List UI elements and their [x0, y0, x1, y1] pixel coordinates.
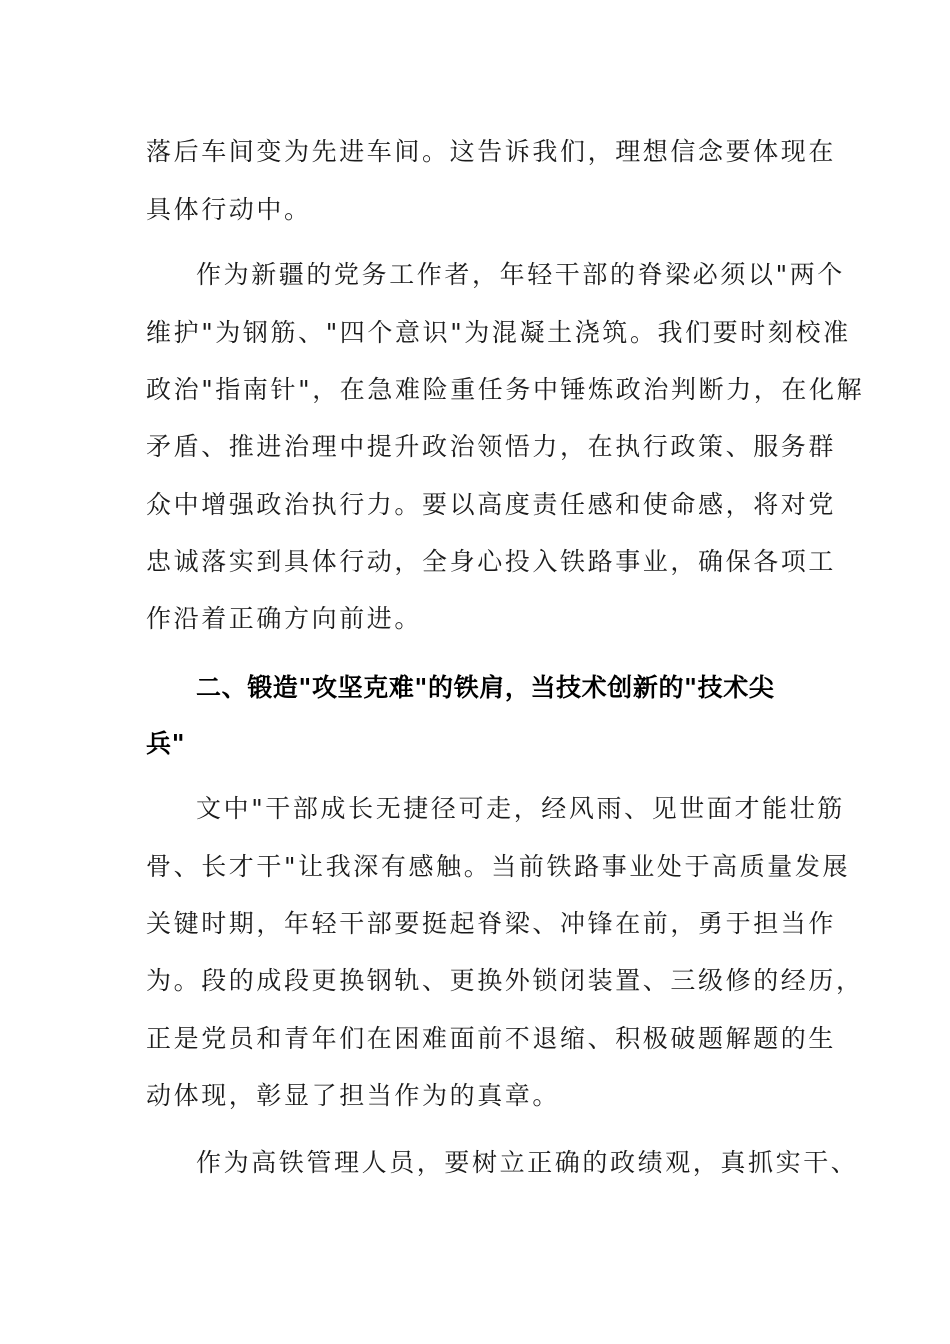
paragraph-2-line-3: 政治"指南针"，在急难险重任务中锤炼政治判断力，在化解	[146, 375, 865, 404]
paragraph-2-line-5: 众中增强政治执行力。要以高度责任感和使命感，将对党	[146, 490, 837, 519]
paragraph-4-line-1: 作为高铁管理人员，要树立正确的政绩观，真抓实干、	[196, 1148, 859, 1177]
paragraph-3-line-2: 骨、长才干"让我深有感触。当前铁路事业处于高质量发展	[146, 852, 851, 881]
paragraph-1-line-1: 落后车间变为先进车间。这告诉我们，理想信念要体现在	[146, 137, 837, 166]
paragraph-2-line-2: 维护"为钢筋、"四个意识"为混凝土浇筑。我们要时刻校准	[146, 318, 851, 347]
paragraph-3-line-5: 正是党员和青年们在困难面前不退缩、积极破题解题的生	[146, 1024, 837, 1053]
paragraph-3-line-1: 文中"干部成长无捷径可走，经风雨、见世面才能壮筋	[196, 794, 845, 823]
paragraph-2-line-6: 忠诚落实到具体行动，全身心投入铁路事业，确保各项工	[146, 547, 837, 576]
paragraph-2-line-4: 矛盾、推进治理中提升政治领悟力，在执行政策、服务群	[146, 432, 837, 461]
paragraph-1-line-2: 具体行动中。	[146, 195, 312, 224]
paragraph-3-line-4: 为。段的成段更换钢轨、更换外锁闭装置、三级修的经历，	[146, 966, 864, 995]
paragraph-2-line-7: 作沿着正确方向前进。	[146, 604, 423, 633]
section-heading-line-1: 二、锻造"攻坚克难"的铁肩，当技术创新的"技术尖	[196, 673, 775, 702]
paragraph-3-line-3: 关键时期，年轻干部要挺起脊梁、冲锋在前，勇于担当作	[146, 909, 837, 938]
paragraph-2-line-1: 作为新疆的党务工作者，年轻干部的脊梁必须以"两个	[196, 260, 845, 289]
paragraph-3-line-6: 动体现，彰显了担当作为的真章。	[146, 1081, 561, 1110]
section-heading-line-2: 兵"	[146, 729, 186, 758]
